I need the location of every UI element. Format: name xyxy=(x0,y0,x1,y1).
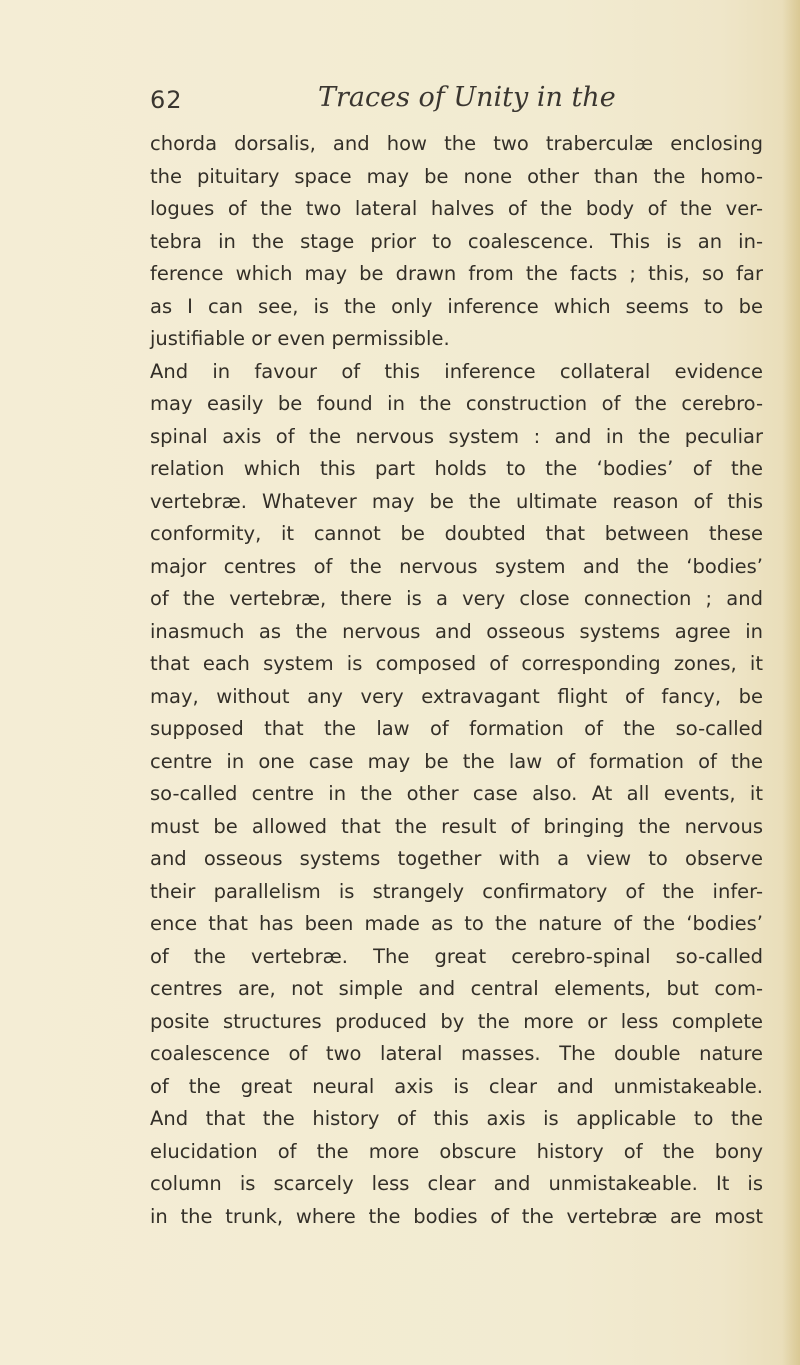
text-line: elucidation of the more obscure history of the bony xyxy=(150,1139,763,1163)
paragraph-start-line: And in favour of this inference collateral evidence xyxy=(150,359,763,383)
text-line: ence that has been made as to the nature of the ‘bodies’ xyxy=(150,912,763,935)
text-line: relation which this part holds to the ‘bodies’ of the xyxy=(150,457,763,480)
text-line: centres are, not simple and central elements, but com- xyxy=(150,977,763,1000)
text-line: may, without any very extravagant flight of fancy, be xyxy=(150,684,763,708)
text-line: major centres of the nervous system and the ‘bodies’ xyxy=(150,554,763,578)
text-line: column is scarcely less clear and unmistakeable. It is xyxy=(150,1172,763,1195)
text-line: conformity, it cannot be doubted that between these xyxy=(150,522,763,545)
text-line: their parallelism is strangely confirmatory of the infer- xyxy=(150,879,763,903)
text-line: vertebræ. Whatever may be the ultimate reason of this xyxy=(150,489,763,513)
page-edge-shadow xyxy=(782,0,800,1365)
text-line: tebra in the stage prior to coalescence. This is an in- xyxy=(150,229,763,253)
text-line: in the trunk, where the bodies of the vertebræ are most xyxy=(150,1204,763,1228)
text-line: posite structures produced by the more or less complete xyxy=(150,1009,763,1033)
text-line: may easily be found in the construction of the cerebro- xyxy=(150,392,763,415)
text-line: and osseous systems together with a view to observe xyxy=(150,847,763,870)
body-text xyxy=(150,128,763,1233)
running-title: Traces of Unity in the xyxy=(318,82,616,113)
page-number: 62 xyxy=(150,86,183,114)
text-line: centre in one case may be the law of formation of the xyxy=(150,749,763,773)
text-line: supposed that the law of formation of the so-called xyxy=(150,717,763,740)
text-line: the pituitary space may be none other than the homo- xyxy=(150,164,763,188)
text-line: inasmuch as the nervous and osseous systems agree in xyxy=(150,619,763,643)
text-line: of the vertebræ, there is a very close connection ; and xyxy=(150,587,763,610)
text-line: justifiable or even permissible. xyxy=(150,327,450,350)
text-line: spinal axis of the nervous system : and in the peculiar xyxy=(150,424,763,448)
text-line: And that the history of this axis is applicable to the xyxy=(150,1107,763,1130)
text-line: ference which may be drawn from the facts ; this, so far xyxy=(150,262,763,285)
page-header xyxy=(150,82,750,120)
text-line: as I can see, is the only inference which seems to be xyxy=(150,294,763,318)
text-line: chorda dorsalis, and how the two traberculæ enclosing xyxy=(150,132,763,155)
text-line: so-called centre in the other case also. At all events, it xyxy=(150,782,763,805)
text-line: logues of the two lateral halves of the body of the ver- xyxy=(150,197,763,220)
text-line: of the vertebræ. The great cerebro-spinal so-called xyxy=(150,944,763,968)
text-line: coalescence of two lateral masses. The double nature xyxy=(150,1042,763,1065)
text-line: that each system is composed of corresponding zones, it xyxy=(150,652,763,675)
text-line: must be allowed that the result of bringing the nervous xyxy=(150,814,763,838)
text-line: of the great neural axis is clear and unmistakeable. xyxy=(150,1074,763,1098)
